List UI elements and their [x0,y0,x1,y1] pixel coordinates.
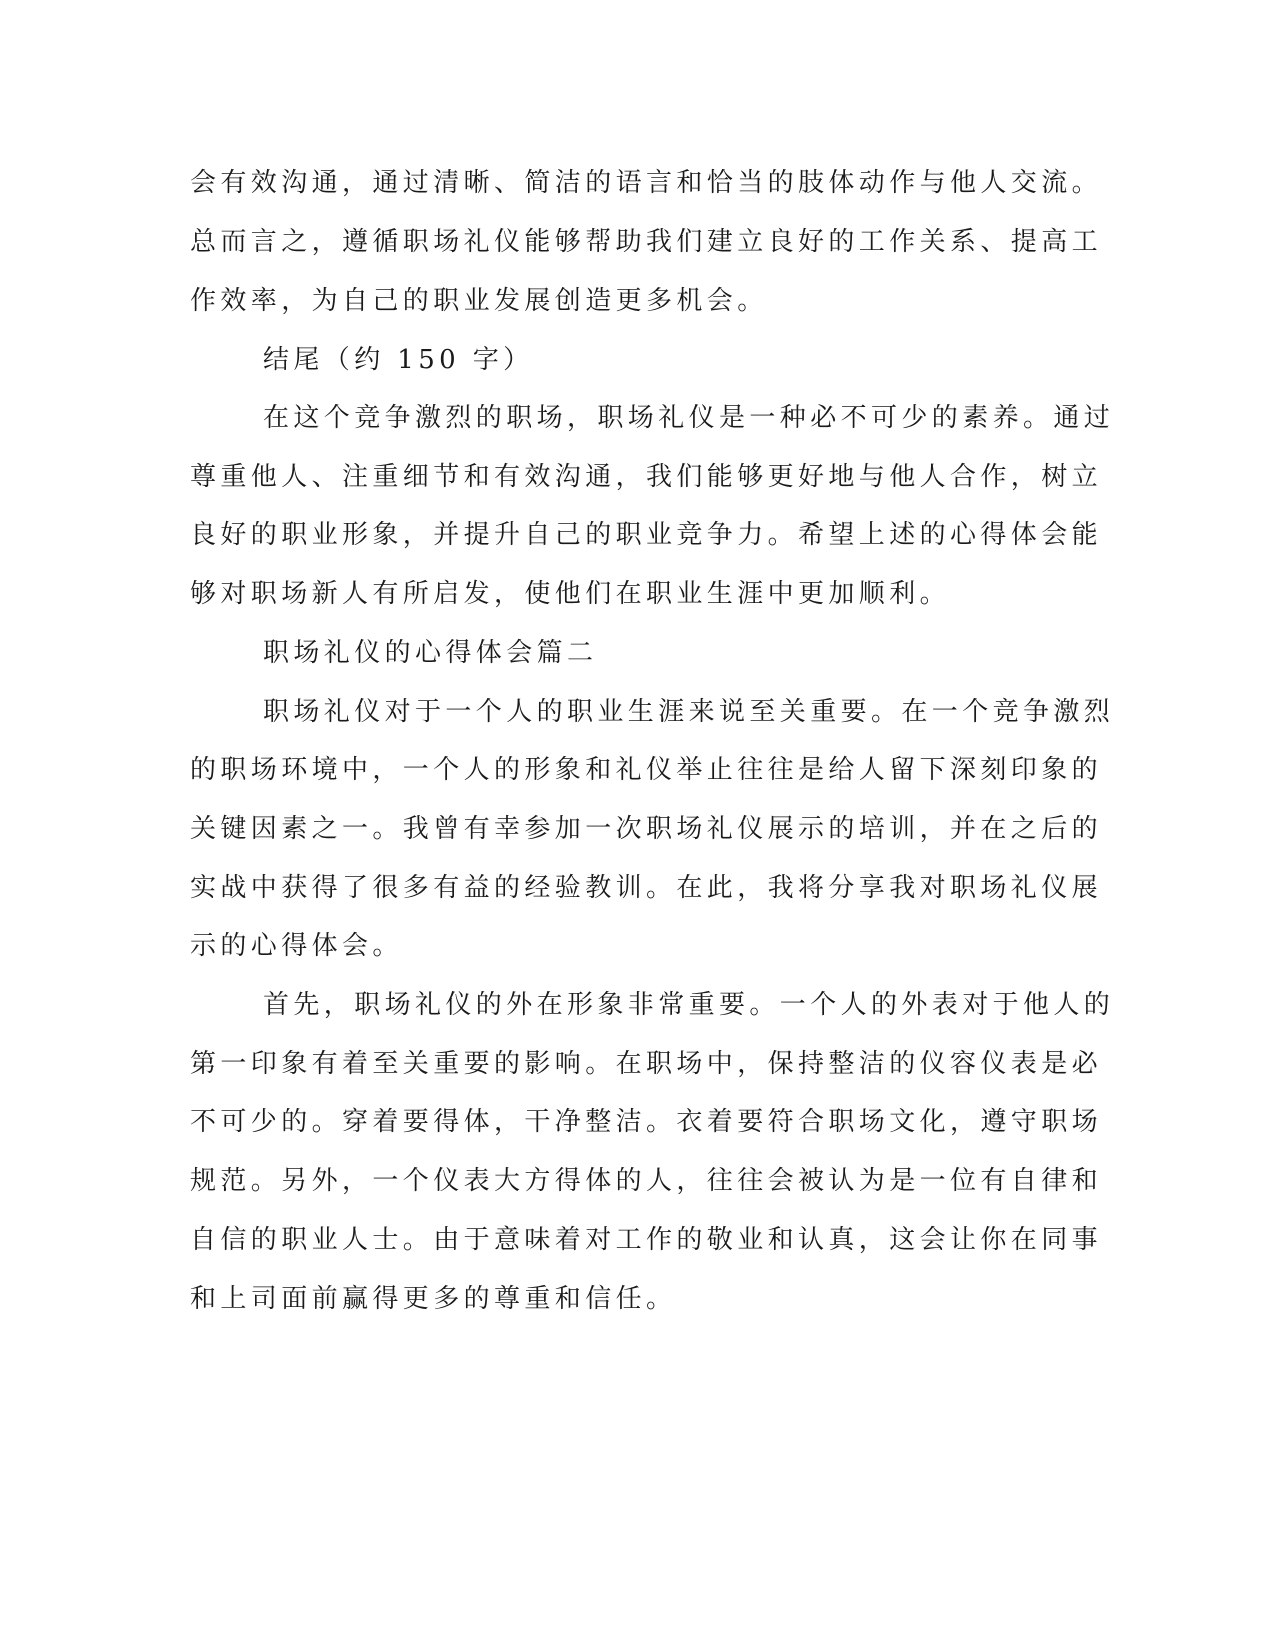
text-line: 的职场环境中，一个人的形象和礼仪举止往往是给人留下深刻印象的 [190,755,1103,785]
text-line: 示的心得体会。 [190,931,403,961]
text-line: 首先，职场礼仪的外在形象非常重要。一个人的外表对于他人的 [263,990,1115,1020]
text-line: 会有效沟通，通过清晰、简洁的语言和恰当的肢体动作与他人交流。 [190,168,1103,198]
text-line: 和上司面前赢得更多的尊重和信任。 [190,1284,677,1314]
text-line: 职场礼仪对于一个人的职业生涯来说至关重要。在一个竞争激烈 [263,697,1115,727]
section-heading: 结尾（约 150 字） [263,345,534,375]
text-line: 作效率，为自己的职业发展创造更多机会。 [190,286,768,316]
text-line: 关键因素之一。我曾有幸参加一次职场礼仪展示的培训，并在之后的 [190,814,1103,844]
text-line: 规范。另外，一个仪表大方得体的人，往往会被认为是一位有自律和 [190,1166,1103,1196]
text-line: 良好的职业形象，并提升自己的职业竞争力。希望上述的心得体会能 [190,520,1103,550]
text-line: 在这个竞争激烈的职场，职场礼仪是一种必不可少的素养。通过 [263,403,1115,433]
section-heading: 职场礼仪的心得体会篇二 [263,638,598,668]
text-line: 总而言之，遵循职场礼仪能够帮助我们建立良好的工作关系、提高工 [190,227,1103,257]
text-line: 自信的职业人士。由于意味着对工作的敬业和认真，这会让你在同事 [190,1225,1103,1255]
text-line: 够对职场新人有所启发，使他们在职业生涯中更加顺利。 [190,579,951,609]
text-line: 尊重他人、注重细节和有效沟通，我们能够更好地与他人合作，树立 [190,462,1103,492]
text-line: 第一印象有着至关重要的影响。在职场中，保持整洁的仪容仪表是必 [190,1049,1103,1079]
text-line: 不可少的。穿着要得体，干净整洁。衣着要符合职场文化，遵守职场 [190,1107,1103,1137]
text-line: 实战中获得了很多有益的经验教训。在此，我将分享我对职场礼仪展 [190,873,1103,903]
